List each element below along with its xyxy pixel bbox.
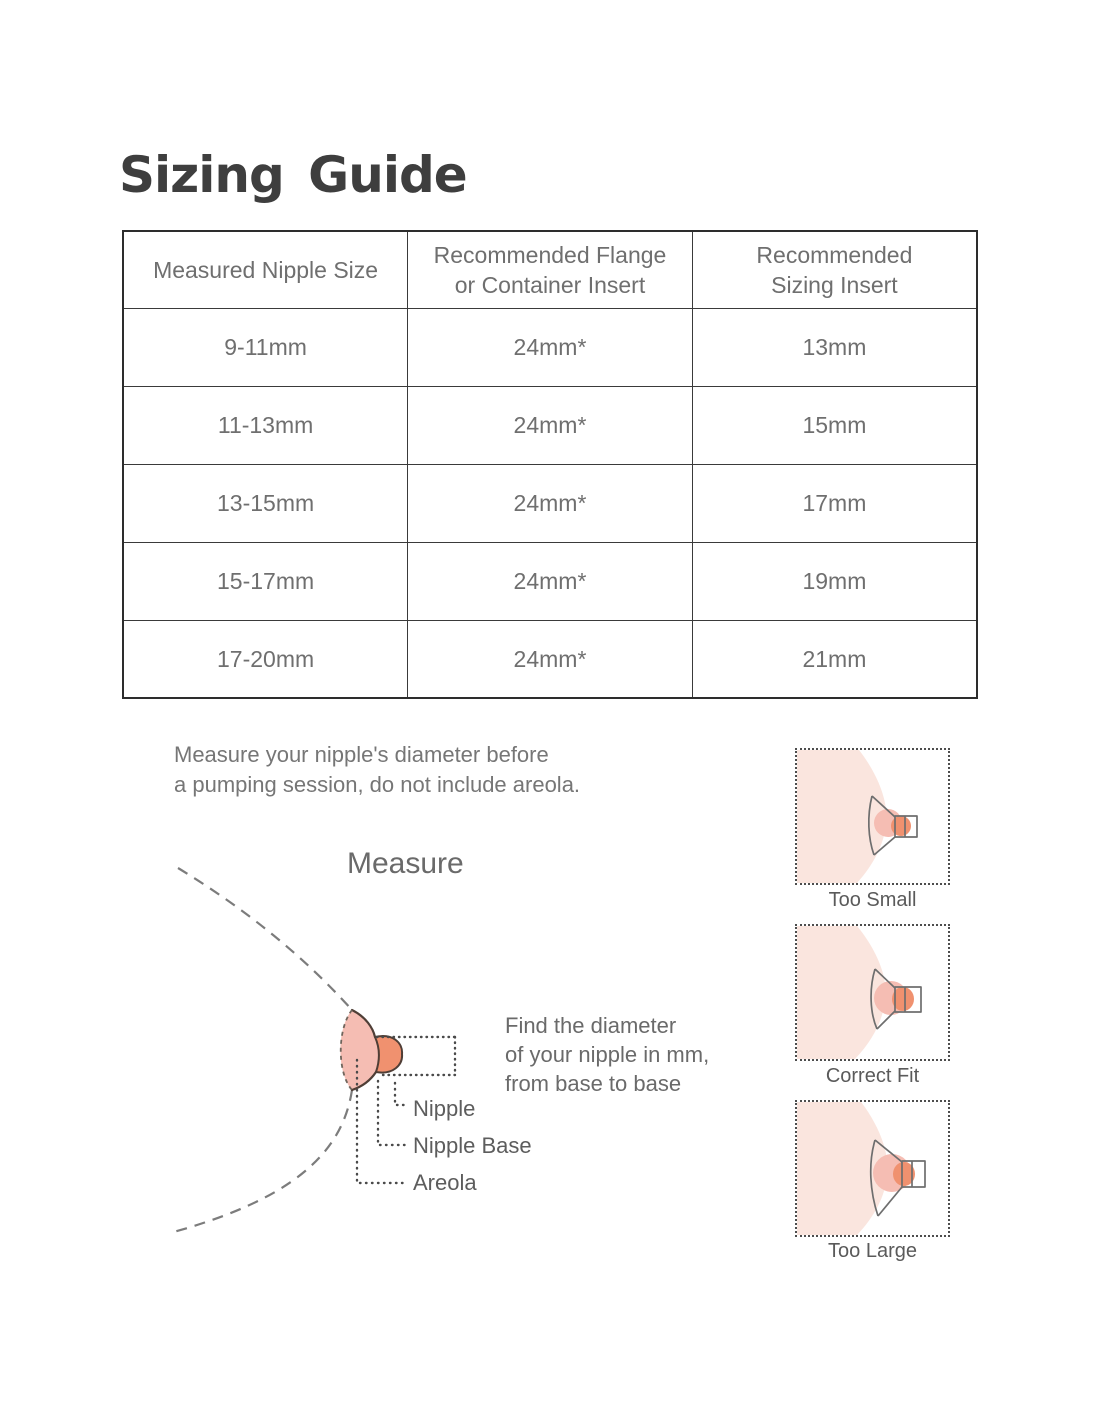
sizing-table (122, 230, 978, 699)
cell-sizing-insert: 19mm (692, 542, 977, 620)
label-nipple-base: Nipple Base (413, 1133, 532, 1158)
nipple-leader-dotted (395, 1083, 406, 1105)
cell-nipple-size: 9-11mm (123, 308, 408, 386)
cell-sizing-insert: 15mm (692, 386, 977, 464)
col-header-recommended-sizing-insert: Recommended Sizing Insert (692, 231, 977, 308)
label-areola: Areola (413, 1170, 477, 1195)
fit-panel-too-large (795, 1100, 950, 1237)
fit-label-too-large: Too Large (828, 1240, 917, 1262)
too-small-illustration (797, 750, 948, 883)
correct-fit-illustration (797, 926, 948, 1059)
cell-nipple-size: 17-20mm (123, 620, 408, 698)
breast-outline-lower-dashed (170, 1090, 352, 1233)
cell-sizing-insert: 17mm (692, 464, 977, 542)
page-title: Sizing Guide (119, 146, 467, 204)
too-large-illustration (797, 1102, 948, 1235)
table-row (123, 386, 977, 464)
cell-sizing-insert: 13mm (692, 308, 977, 386)
instruction-line-2: a pumping session, do not include areola. (174, 772, 581, 797)
cell-nipple-size: 11-13mm (123, 386, 408, 464)
fit-label-correct-fit: Correct Fit (825, 1065, 920, 1087)
label-nipple: Nipple (413, 1096, 476, 1121)
col-header-recommended-flange: Recommended Flange or Container Insert (408, 231, 693, 308)
hint-line-2: of your nipple in mm, (505, 1042, 710, 1067)
breast-outline-upper-dashed (178, 868, 352, 1010)
diameter-hint (505, 1011, 709, 1098)
hint-line-3: from base to base (505, 1071, 682, 1096)
table-row (123, 308, 977, 386)
fit-panel-too-small (795, 748, 950, 885)
measure-heading: Measure (347, 847, 464, 880)
sizing-table-body (123, 308, 977, 698)
instruction-line-1: Measure your nipple's diameter before (174, 742, 549, 767)
cell-flange: 24mm* (408, 308, 693, 386)
cell-nipple-size: 15-17mm (123, 542, 408, 620)
header-row (123, 231, 977, 308)
cell-nipple-size: 13-15mm (123, 464, 408, 542)
breast-fill (797, 1102, 887, 1235)
table-row (123, 464, 977, 542)
cell-flange: 24mm* (408, 542, 693, 620)
cell-flange: 24mm* (408, 386, 693, 464)
measure-instruction (174, 740, 580, 800)
fit-label-too-small: Too Small (828, 889, 917, 911)
table-row (123, 542, 977, 620)
cell-flange: 24mm* (408, 620, 693, 698)
col-header-measured-nipple-size: Measured Nipple Size (123, 231, 408, 308)
sizing-table-header (123, 231, 977, 308)
nipple-shape (375, 1036, 402, 1072)
fit-panel-correct-fit (795, 924, 950, 1061)
table-row (123, 620, 977, 698)
cell-flange: 24mm* (408, 464, 693, 542)
breast-fill (797, 750, 886, 883)
nipple-base-leader-dotted (378, 1081, 406, 1145)
hint-line-1: Find the diameter (505, 1013, 677, 1038)
cell-sizing-insert: 21mm (692, 620, 977, 698)
